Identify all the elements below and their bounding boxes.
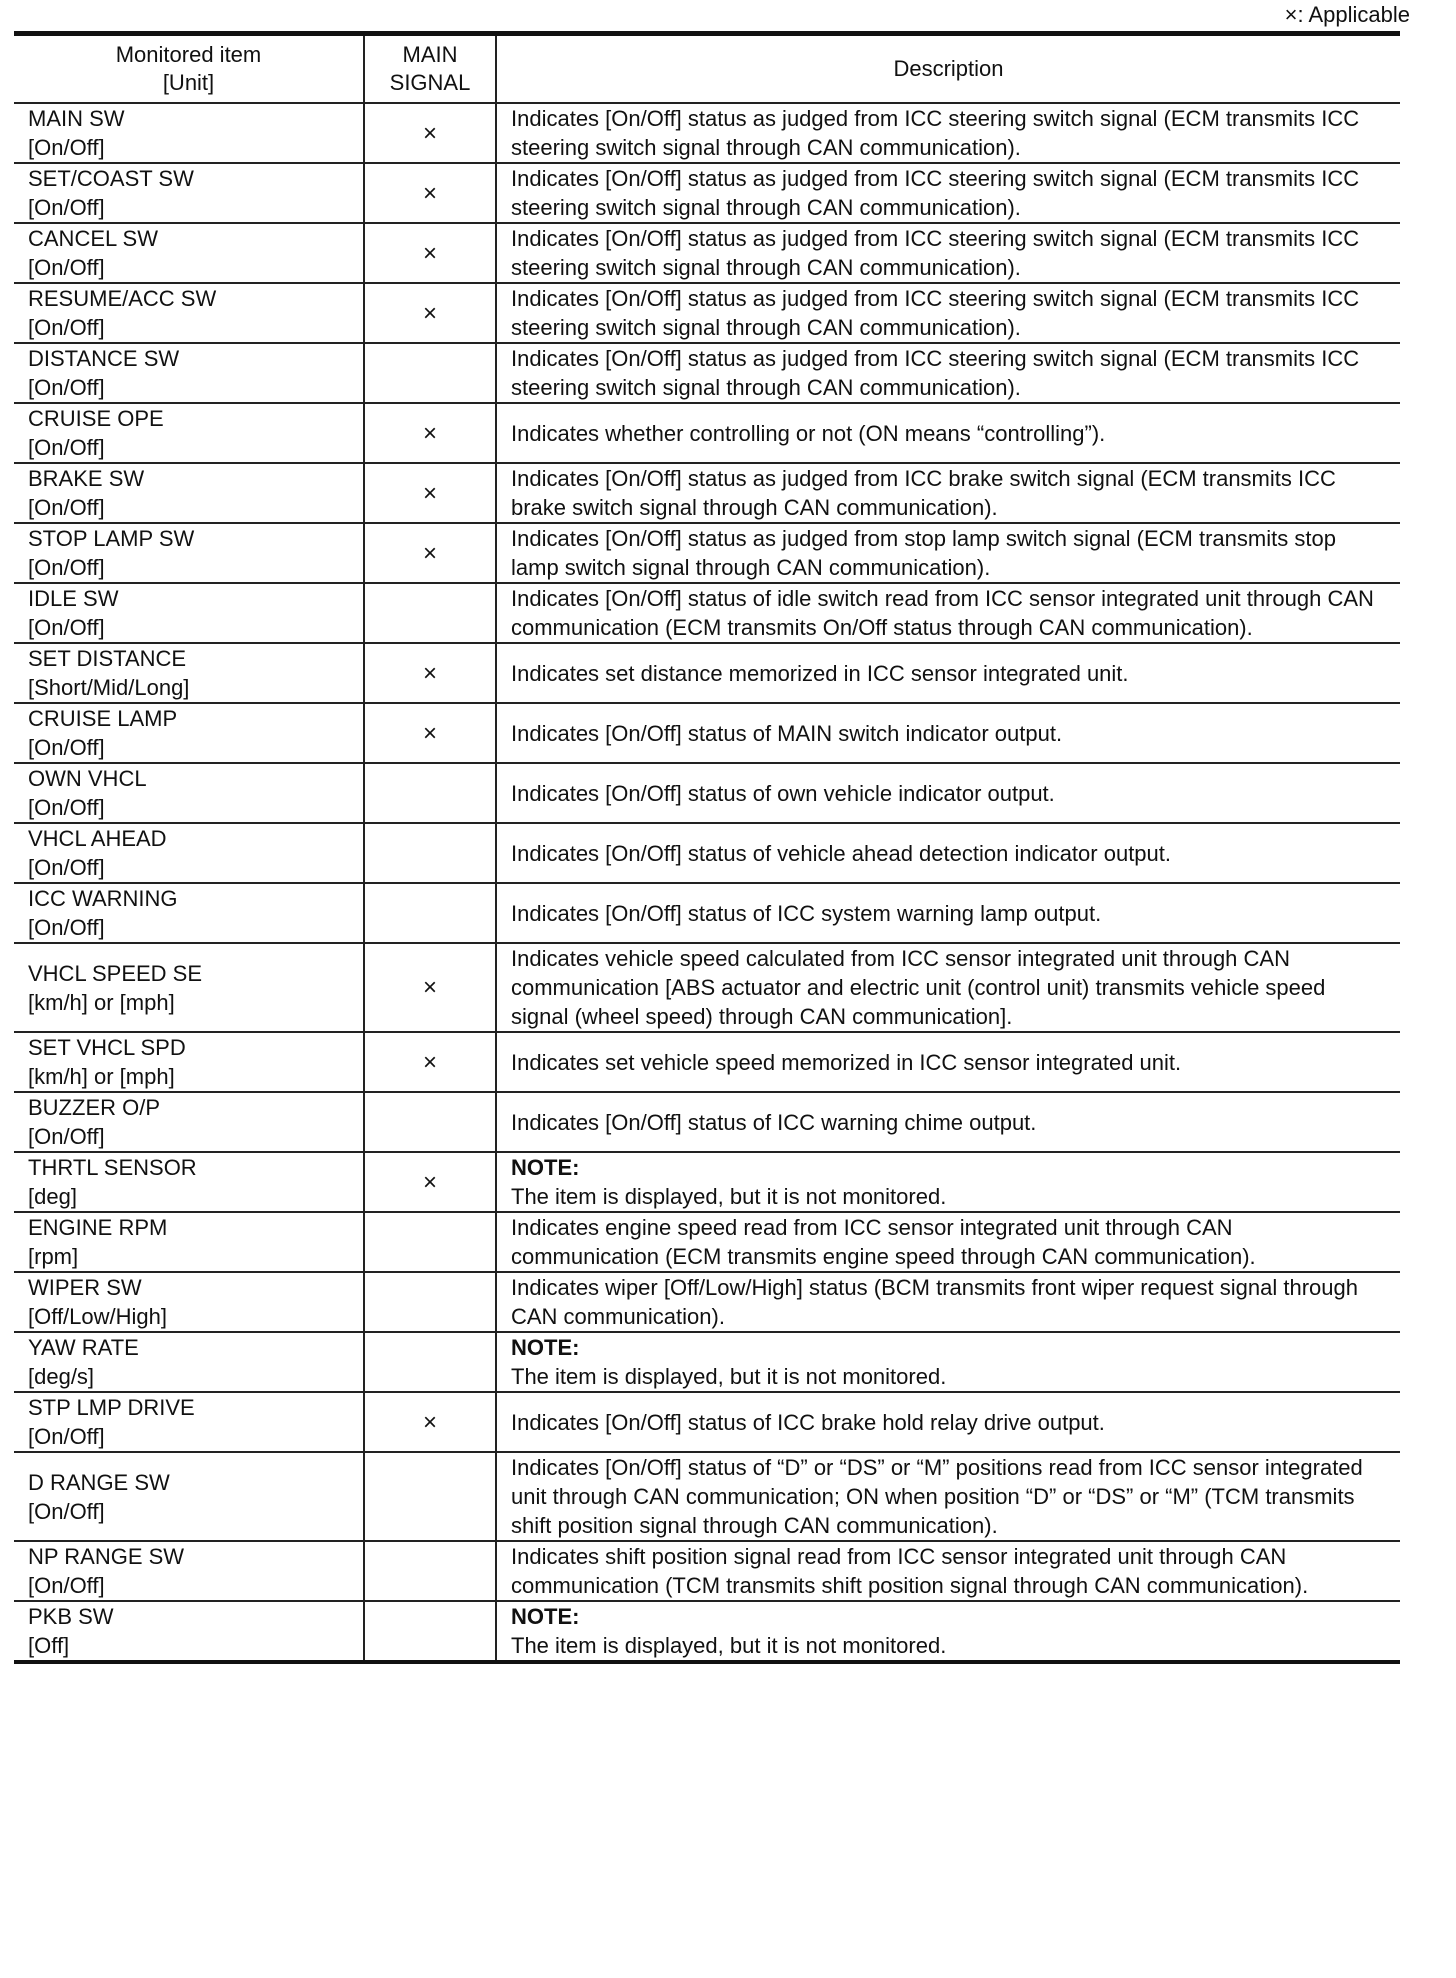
monitored-item-cell xyxy=(14,1541,364,1601)
applicable-legend: ×: Applicable xyxy=(1284,2,1410,27)
description-cell xyxy=(496,1452,1400,1541)
header-monitored-item xyxy=(14,34,364,104)
main-signal-mark: × xyxy=(364,463,496,523)
monitored-item-cell xyxy=(14,823,364,883)
description-cell xyxy=(496,1332,1400,1392)
main-signal-mark: × xyxy=(364,523,496,583)
main-signal-mark xyxy=(364,1452,496,1541)
header-main-signal xyxy=(364,34,496,104)
table-row xyxy=(14,1152,1400,1212)
table-row xyxy=(14,403,1400,463)
main-signal-mark xyxy=(364,1092,496,1152)
item-name: VHCL AHEAD xyxy=(28,826,167,851)
item-name: CRUISE OPE xyxy=(28,406,164,431)
description-cell xyxy=(496,1392,1400,1452)
main-signal-mark xyxy=(364,763,496,823)
item-name: BUZZER O/P xyxy=(28,1095,161,1120)
item-unit: [Off] xyxy=(28,1633,70,1658)
item-unit: [On/Off] xyxy=(28,915,105,940)
description-text: Indicates shift position signal read from ICC sensor integrated unit through CAN communication (TCM transmits shift position signal through CAN communication). xyxy=(511,1544,1309,1598)
table-row xyxy=(14,1092,1400,1152)
table-row xyxy=(14,523,1400,583)
description-text: Indicates [On/Off] status as judged from ICC steering switch signal (ECM transmits ICC steering switch signal through CAN communication). xyxy=(511,346,1360,400)
item-name: D RANGE SW xyxy=(28,1469,170,1495)
description-cell xyxy=(496,523,1400,583)
description-cell xyxy=(496,763,1400,823)
header-item-label: Monitored item xyxy=(115,42,262,67)
monitored-item-cell xyxy=(14,1332,364,1392)
item-name: PKB SW xyxy=(28,1604,114,1629)
description-text: Indicates [On/Off] status of MAIN switch indicator output. xyxy=(511,720,1063,746)
description-text: Indicates [On/Off] status of ICC brake hold relay drive output. xyxy=(511,1409,1105,1435)
table-row xyxy=(14,1541,1400,1601)
monitored-item-cell xyxy=(14,1032,364,1092)
table-row xyxy=(14,1392,1400,1452)
main-signal-mark xyxy=(364,343,496,403)
description-text: Indicates [On/Off] status of ICC system warning lamp output. xyxy=(511,900,1102,926)
item-name: STOP LAMP SW xyxy=(28,526,195,551)
item-unit: [On/Off] xyxy=(28,375,105,400)
table-row xyxy=(14,883,1400,943)
item-unit: [On/Off] xyxy=(28,255,105,280)
description-cell xyxy=(496,403,1400,463)
monitored-item-cell xyxy=(14,223,364,283)
monitored-item-cell xyxy=(14,583,364,643)
monitored-item-cell xyxy=(14,883,364,943)
header-unit-label: [Unit] xyxy=(162,70,215,95)
monitored-items-table xyxy=(14,31,1400,1664)
description-text: Indicates vehicle speed calculated from ICC sensor integrated unit through CAN communication [ABS actuator and electric unit (control unit) transmits vehicle speed signal (wheel speed) through CAN communication]. xyxy=(511,946,1326,1029)
item-unit: [On/Off] xyxy=(28,135,105,160)
description-cell xyxy=(496,703,1400,763)
description-cell xyxy=(496,583,1400,643)
item-name: CANCEL SW xyxy=(28,226,158,251)
main-signal-mark xyxy=(364,1601,496,1662)
item-unit: [On/Off] xyxy=(28,435,105,460)
description-cell xyxy=(496,1601,1400,1662)
description-cell xyxy=(496,943,1400,1032)
main-signal-mark: × xyxy=(364,403,496,463)
description-cell xyxy=(496,223,1400,283)
item-name: SET DISTANCE xyxy=(28,646,187,671)
main-signal-mark xyxy=(364,1272,496,1332)
table-row xyxy=(14,823,1400,883)
table-row xyxy=(14,643,1400,703)
item-unit: [deg/s] xyxy=(28,1364,95,1389)
description-cell xyxy=(496,463,1400,523)
description-text: Indicates [On/Off] status as judged from ICC steering switch signal (ECM transmits ICC steering switch signal through CAN communication). xyxy=(511,166,1360,220)
item-unit: [On/Off] xyxy=(28,1424,105,1449)
monitored-item-cell xyxy=(14,103,364,163)
item-unit: [Short/Mid/Long] xyxy=(28,675,190,700)
table-row xyxy=(14,1452,1400,1541)
description-text: Indicates [On/Off] status as judged from ICC brake switch signal (ECM transmits ICC brake switch signal through CAN communication). xyxy=(511,466,1336,520)
description-text: The item is displayed, but it is not monitored. xyxy=(511,1364,947,1389)
table-row xyxy=(14,283,1400,343)
description-cell xyxy=(496,1152,1400,1212)
monitored-item-cell xyxy=(14,1152,364,1212)
item-name: BRAKE SW xyxy=(28,466,145,491)
item-unit: [On/Off] xyxy=(28,1124,105,1149)
table-row xyxy=(14,1212,1400,1272)
monitored-item-cell xyxy=(14,463,364,523)
description-text: Indicates [On/Off] status of own vehicle indicator output. xyxy=(511,780,1055,806)
table-row xyxy=(14,1032,1400,1092)
description-cell xyxy=(496,103,1400,163)
monitored-item-cell xyxy=(14,703,364,763)
main-signal-mark: × xyxy=(364,703,496,763)
table-row xyxy=(14,583,1400,643)
description-text: Indicates [On/Off] status of ICC warning chime output. xyxy=(511,1109,1037,1135)
item-unit: [deg] xyxy=(28,1184,77,1209)
item-unit: [On/Off] xyxy=(28,855,105,880)
item-unit: [Off/Low/High] xyxy=(28,1304,167,1329)
main-signal-mark: × xyxy=(364,223,496,283)
main-signal-mark: × xyxy=(364,1152,496,1212)
monitored-item-cell xyxy=(14,943,364,1032)
table-row xyxy=(14,103,1400,163)
table-row xyxy=(14,463,1400,523)
item-unit: [On/Off] xyxy=(28,195,105,220)
item-name: OWN VHCL xyxy=(28,766,147,791)
item-unit: [km/h] or [mph] xyxy=(28,1064,175,1089)
main-signal-mark xyxy=(364,1541,496,1601)
monitored-item-cell xyxy=(14,523,364,583)
item-name: WIPER SW xyxy=(28,1275,142,1300)
table-header-row xyxy=(14,34,1400,104)
table-row xyxy=(14,223,1400,283)
table-row xyxy=(14,343,1400,403)
description-text: Indicates set distance memorized in ICC sensor integrated unit. xyxy=(511,660,1129,686)
description-cell xyxy=(496,1212,1400,1272)
item-name: IDLE SW xyxy=(28,586,119,611)
table-row xyxy=(14,703,1400,763)
main-signal-mark: × xyxy=(364,1392,496,1452)
main-signal-mark xyxy=(364,583,496,643)
monitored-item-cell xyxy=(14,283,364,343)
item-name: MAIN SW xyxy=(28,106,125,131)
item-unit: [On/Off] xyxy=(28,495,105,520)
main-signal-mark: × xyxy=(364,163,496,223)
header-signal-line2: SIGNAL xyxy=(389,70,471,95)
description-cell xyxy=(496,1032,1400,1092)
description-text: Indicates [On/Off] status as judged from ICC steering switch signal (ECM transmits ICC steering switch signal through CAN communication). xyxy=(511,106,1360,160)
description-text: Indicates [On/Off] status as judged from ICC steering switch signal (ECM transmits ICC steering switch signal through CAN communication). xyxy=(511,286,1360,340)
item-name: STP LMP DRIVE xyxy=(28,1395,195,1420)
description-cell xyxy=(496,163,1400,223)
main-signal-mark xyxy=(364,1332,496,1392)
description-cell xyxy=(496,343,1400,403)
main-signal-mark: × xyxy=(364,283,496,343)
description-text: Indicates [On/Off] status of idle switch read from ICC sensor integrated unit through CAN communication (ECM transmits On/Off status through CAN communication). xyxy=(511,586,1374,640)
header-signal-line1: MAIN xyxy=(402,42,458,67)
item-unit: [On/Off] xyxy=(28,315,105,340)
description-cell xyxy=(496,283,1400,343)
description-text: Indicates [On/Off] status as judged from ICC steering switch signal (ECM transmits ICC steering switch signal through CAN communication). xyxy=(511,226,1360,280)
table-row xyxy=(14,943,1400,1032)
main-signal-mark: × xyxy=(364,943,496,1032)
item-name: ENGINE RPM xyxy=(28,1215,168,1240)
item-unit: [On/Off] xyxy=(28,1573,105,1598)
table-row xyxy=(14,1332,1400,1392)
description-text: The item is displayed, but it is not monitored. xyxy=(511,1184,947,1209)
description-cell xyxy=(496,823,1400,883)
main-signal-mark: × xyxy=(364,103,496,163)
table-row xyxy=(14,1272,1400,1332)
description-cell xyxy=(496,1092,1400,1152)
item-unit: [On/Off] xyxy=(28,795,105,820)
main-signal-mark: × xyxy=(364,1032,496,1092)
item-name: ICC WARNING xyxy=(28,886,178,911)
monitored-item-cell xyxy=(14,343,364,403)
item-unit: [km/h] or [mph] xyxy=(28,989,175,1015)
item-unit: [On/Off] xyxy=(28,735,105,760)
main-signal-mark xyxy=(364,883,496,943)
description-text: Indicates wiper [Off/Low/High] status (BCM transmits front wiper request signal through CAN communication). xyxy=(511,1275,1358,1329)
item-name: NP RANGE SW xyxy=(28,1544,185,1569)
description-text: Indicates [On/Off] status as judged from stop lamp switch signal (ECM transmits stop lamp switch signal through CAN communication). xyxy=(511,526,1336,580)
description-text: Indicates set vehicle speed memorized in ICC sensor integrated unit. xyxy=(511,1049,1182,1075)
description-text: Indicates [On/Off] status of “D” or “DS” or “M” positions read from ICC sensor integrated unit through CAN communication; ON when position “D” or “DS” or “M” (TCM transmits shift position signal through CAN communication). xyxy=(511,1455,1363,1538)
item-name: VHCL SPEED SE xyxy=(28,960,203,986)
item-name: THRTL SENSOR xyxy=(28,1155,197,1180)
description-cell xyxy=(496,1541,1400,1601)
description-cell xyxy=(496,883,1400,943)
description-cell xyxy=(496,1272,1400,1332)
note-label: NOTE: xyxy=(511,1604,580,1629)
table-row xyxy=(14,163,1400,223)
item-unit: [On/Off] xyxy=(28,1498,105,1524)
item-name: DISTANCE SW xyxy=(28,346,180,371)
item-unit: [On/Off] xyxy=(28,555,105,580)
item-name: CRUISE LAMP xyxy=(28,706,178,731)
monitored-item-cell xyxy=(14,1212,364,1272)
item-name: RESUME/ACC SW xyxy=(28,286,217,311)
main-signal-mark xyxy=(364,1212,496,1272)
monitored-item-cell xyxy=(14,403,364,463)
item-name: YAW RATE xyxy=(28,1335,139,1360)
description-text: Indicates [On/Off] status of vehicle ahead detection indicator output. xyxy=(511,840,1171,866)
monitored-item-cell xyxy=(14,763,364,823)
note-label: NOTE: xyxy=(511,1335,580,1360)
item-unit: [rpm] xyxy=(28,1244,79,1269)
table-row xyxy=(14,1601,1400,1662)
monitored-item-cell xyxy=(14,643,364,703)
header-description: Description xyxy=(496,34,1400,104)
monitored-item-cell xyxy=(14,1272,364,1332)
monitored-item-cell xyxy=(14,1601,364,1662)
monitored-item-cell xyxy=(14,1392,364,1452)
main-signal-mark xyxy=(364,823,496,883)
description-cell xyxy=(496,643,1400,703)
item-name: SET VHCL SPD xyxy=(28,1035,186,1060)
note-label: NOTE: xyxy=(511,1155,580,1180)
description-text: Indicates engine speed read from ICC sensor integrated unit through CAN communication (ECM transmits engine speed through CAN communication). xyxy=(511,1215,1256,1269)
item-unit: [On/Off] xyxy=(28,615,105,640)
monitored-item-cell xyxy=(14,1452,364,1541)
table-row xyxy=(14,763,1400,823)
description-text: Indicates whether controlling or not (ON means “controlling”). xyxy=(511,420,1106,446)
monitored-item-cell xyxy=(14,1092,364,1152)
monitored-item-cell xyxy=(14,163,364,223)
item-name: SET/COAST SW xyxy=(28,166,194,191)
description-text: The item is displayed, but it is not monitored. xyxy=(511,1633,947,1658)
main-signal-mark: × xyxy=(364,643,496,703)
